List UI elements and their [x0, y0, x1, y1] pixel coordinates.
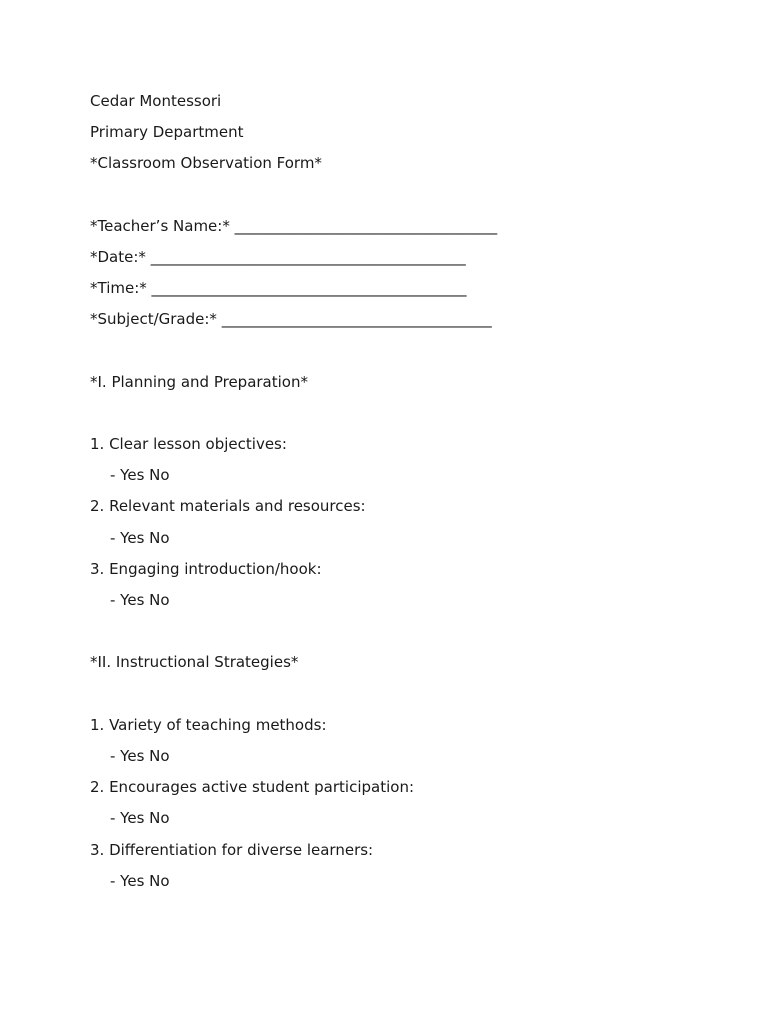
fill-in-blank: ____________________________________ [221, 310, 492, 329]
field-label: *Time:* [90, 279, 147, 298]
field-label: *Subject/Grade:* [90, 310, 217, 329]
yes-no-options: - Yes No [110, 591, 170, 609]
yes-no-options: - Yes No [110, 746, 170, 765]
yes-no-options: - Yes No [110, 809, 170, 828]
section-title: *II. Instructional Strategies* [90, 653, 299, 672]
question-item: 2. Relevant materials and resources: [90, 497, 366, 516]
spacer [90, 621, 730, 652]
spacer [90, 684, 730, 715]
section-title: *I. Planning and Preparation* [90, 372, 308, 391]
yes-no-options: - Yes No [110, 528, 170, 547]
fill-in-blank: ___________________________________ [234, 216, 498, 235]
document-page [90, 91, 730, 902]
field-label: *Date:* [90, 247, 146, 266]
department-name: Primary Department [90, 123, 244, 142]
teacher-name-field [90, 216, 730, 247]
yes-no-options: - Yes No [110, 871, 170, 890]
spacer [90, 185, 730, 216]
question-item: 1. Variety of teaching methods: [90, 715, 327, 734]
question-item: 2. Encourages active student participation: [90, 778, 415, 797]
question-item: 3. Differentiation for diverse learners: [90, 840, 374, 859]
spacer [90, 341, 730, 372]
fill-in-blank: __________________________________________ [150, 247, 466, 266]
field-label: *Teacher’s Name:* [90, 216, 230, 235]
fill-in-blank: __________________________________________ [151, 279, 467, 298]
subject-grade-field [90, 309, 730, 340]
time-field [90, 278, 730, 309]
form-title: *Classroom Observation Form* [90, 154, 322, 173]
question-item: 3. Engaging introduction/hook: [90, 559, 322, 578]
yes-no-options: - Yes No [110, 466, 170, 485]
school-name: Cedar Montessori [90, 92, 222, 110]
question-item: 1. Clear lesson objectives: [90, 435, 287, 454]
date-field [90, 247, 730, 278]
spacer [90, 403, 730, 434]
